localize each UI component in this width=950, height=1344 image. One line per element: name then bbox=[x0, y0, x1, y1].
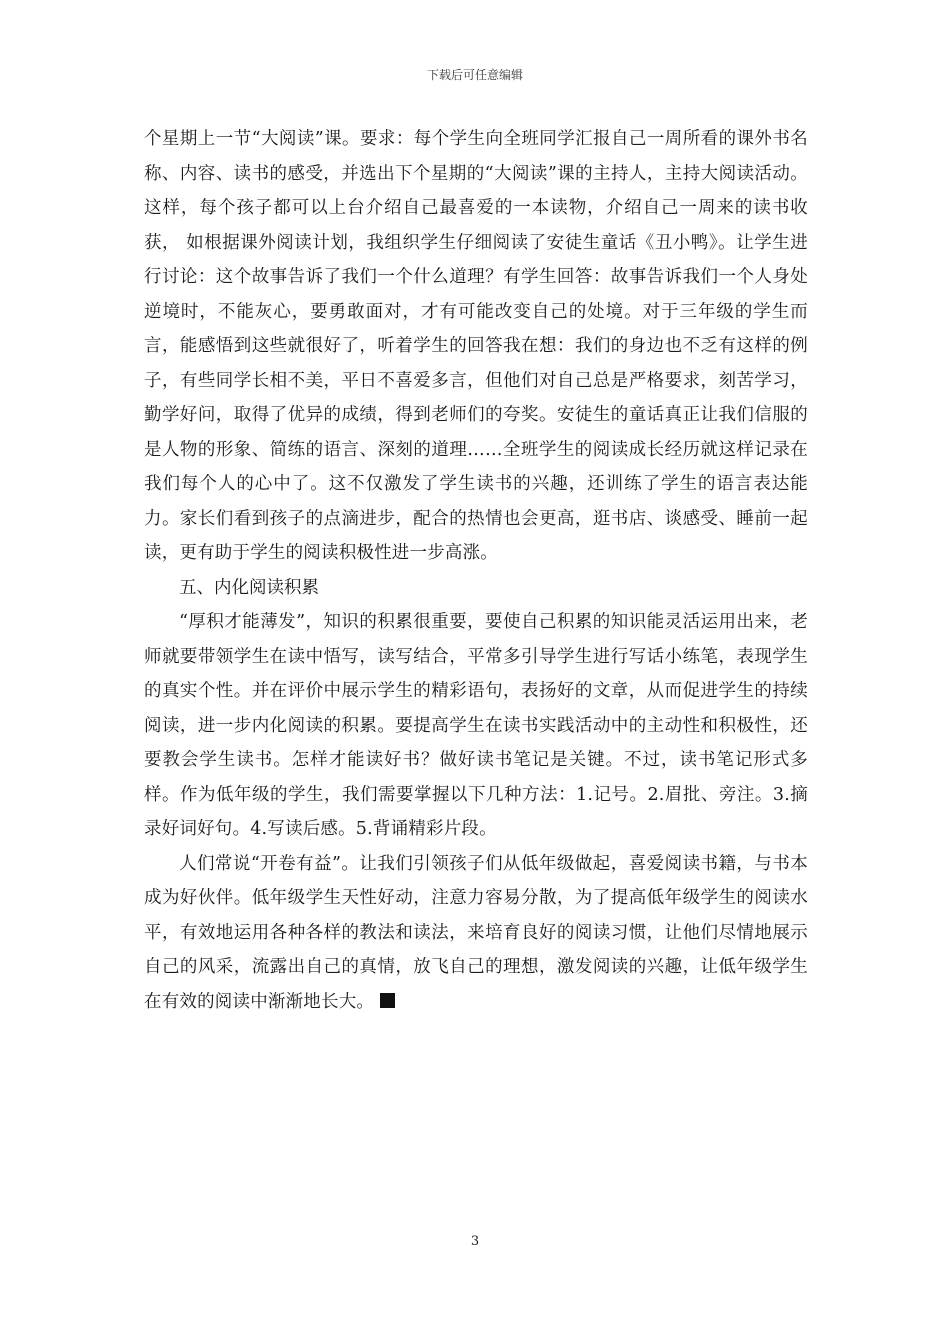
paragraph-accumulation: “厚积才能薄发”，知识的积累很重要，要使自己积累的知识能灵活运用出来，老师就要带领学生在读中悟写，读写结合，平常多引导学生进行写话小练笔，表现学生的真实个性。并在评价中展示学生的精彩语句，表扬好的文章，从而促进学生的持续阅读，进一步内化阅读的积累。要提高学生在读书实践活动中的主动性和积极性，还要教会学生读书。怎样才能读好书？做好读书笔记是关键。不过，读书笔记形式多样。作为低年级的学生，我们需要掌握以下几种方法：1.记号。2.眉批、旁注。3.摘录好词好句。4.写读后感。5.背诵精彩片段。 bbox=[144, 612, 808, 839]
end-square-icon bbox=[380, 993, 395, 1008]
paragraph-continued: 个星期上一节“大阅读”课。要求：每个学生向全班同学汇报自己一周所看的课外书名称、内容、读书的感受，并选出下个星期的“大阅读”课的主持人，主持大阅读活动。这样，每个孩子都可以上台介绍自己最喜爱的一本读物，介绍自己一周来的读书收获， 如根据课外阅读计划，我组织学生仔细阅读了安徒生童话《丑小鸭》。让学生进行讨论：这个故事告诉了我们一个什么道理？有学生回答：故事告诉我们一个人身处逆境时，不能灰心，要勇敢面对，才有可能改变自己的处境。对于三年级的学生而言，能感悟到这些就很好了，听着学生的回答我在想：我们的身边也不乏有这样的例子，有些同学长相不美，平日不喜爱多言，但他们对自己总是严格要求，刻苦学习，勤学好问，取得了优异的成绩，得到老师们的夸奖。安徒生的童话真正让我们信服的是人物的形象、简练的语言、深刻的道理……全班学生的阅读成长经历就这样记录在我们每个人的心中了。这不仅激发了学生读书的兴趣，还训练了学生的语言表达能力。家长们看到孩子的点滴进步，配合的热情也会更高，逛书店、谈感受、睡前一起读，更有助于学生的阅读积极性进一步高涨。 bbox=[144, 129, 808, 563]
page-header: 下载后可任意编辑 bbox=[426, 68, 523, 82]
paragraph-conclusion bbox=[144, 847, 808, 1020]
page-number: 3 bbox=[470, 1234, 480, 1249]
paragraph-conclusion-text: 人们常说“开卷有益”。让我们引领孩子们从低年级做起，喜爱阅读书籍，与书本成为好伙伴。低年级学生天性好动，注意力容易分散，为了提高低年级学生的阅读水平，有效地运用各种各样的教法和读法，来培育良好的阅读习惯，让他们尽情地展示自己的风采，流露出自己的真情，放飞自己的理想，激发阅读的兴趣，让低年级学生在有效的阅读中渐渐地长大。 bbox=[144, 853, 808, 1012]
document-body bbox=[144, 122, 808, 1019]
section-heading-5: 五、内化阅读积累 bbox=[179, 577, 319, 598]
